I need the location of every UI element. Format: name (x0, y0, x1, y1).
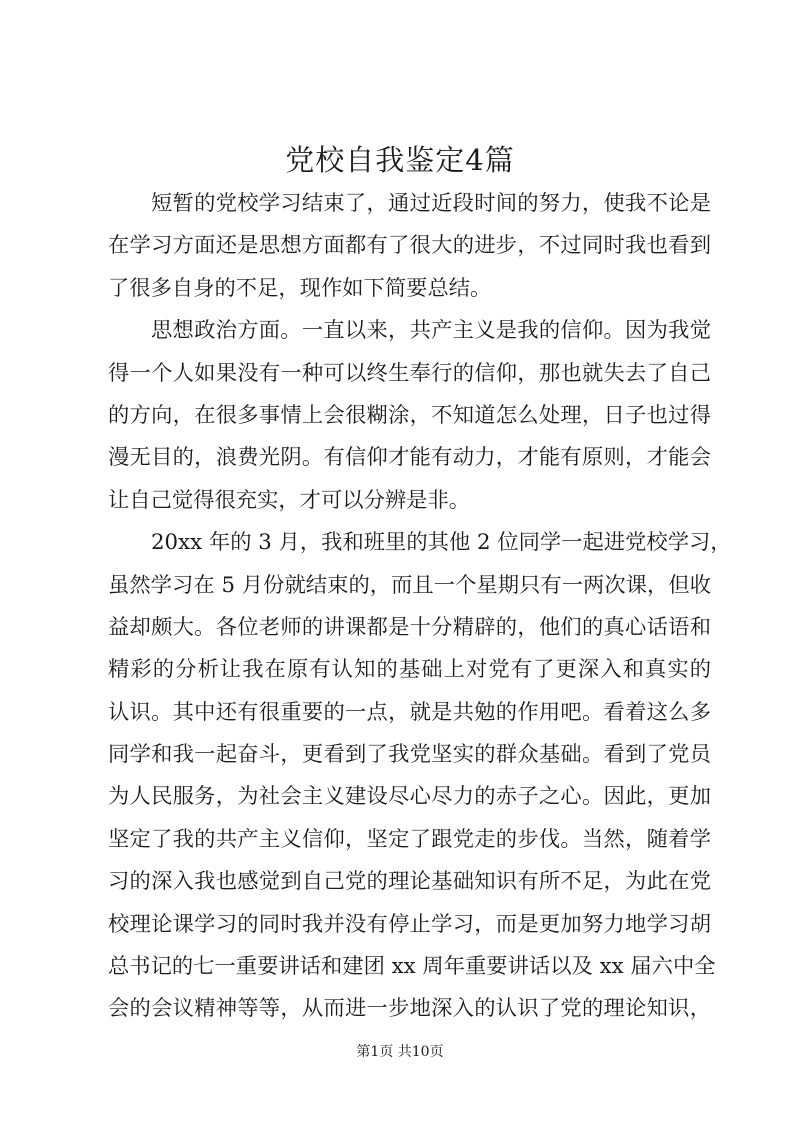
text-line: 让自己觉得很充实，才可以分辨是非。 (108, 487, 471, 513)
text-line: 坚定了我的共产主义信仰，坚定了跟党走的步伐。当然，随着学 (108, 826, 711, 852)
text-line: 精彩的分析让我在原有认知的基础上对党有了更深入和真实的 (108, 657, 711, 683)
paragraph (108, 522, 732, 1031)
page-number-footer: 第1页 共10页 (356, 1044, 444, 1060)
text-line: 认识。其中还有很重要的一点，就是共勉的作用吧。看着这么多 (108, 699, 711, 725)
document-body (108, 183, 732, 1031)
text-line: 虽然学习在 5 月份就结束的，而且一个星期只有一两次课，但收 (108, 572, 711, 598)
text-line: 了很多自身的不足，现作如下简要总结。 (108, 275, 492, 301)
text-line: 校理论课学习的同时我并没有停止学习，而是更加努力地学习胡 (108, 911, 711, 937)
text-line: 得一个人如果没有一种可以终生奉行的信仰，那也就失去了自己 (108, 360, 711, 386)
text-line: 短暂的党校学习结束了，通过近段时间的努力，使我不论是 (151, 191, 711, 216)
text-line: 在学习方面还是思想方面都有了很大的进步，不过同时我也看到 (108, 233, 711, 259)
text-line: 思想政治方面。一直以来，共产主义是我的信仰。因为我觉 (151, 318, 711, 344)
text-line: 20xx 年的 3 月，我和班里的其他 2 位同学一起进党校学习， (151, 530, 732, 556)
text-line: 益却颇大。各位老师的讲课都是十分精辟的，他们的真心话语和 (108, 614, 711, 640)
text-line: 为人民服务，为社会主义建设尽心尽力的赤子之心。因此，更加 (108, 784, 711, 810)
text-line: 习的深入我也感觉到自己党的理论基础知识有所不足，为此在党 (108, 869, 711, 895)
text-line: 同学和我一起奋斗，更看到了我党坚实的群众基础。看到了党员 (108, 742, 711, 768)
text-line: 总书记的七一重要讲话和建团 xx 周年重要讲话以及 xx 届六中全 (108, 954, 716, 980)
document-title: 党校自我鉴定4篇 (285, 143, 515, 177)
text-line: 会的会议精神等等，从而进一步地深入的认识了党的理论知识， (108, 996, 711, 1022)
paragraph (108, 310, 711, 522)
paragraph (108, 183, 711, 310)
text-line: 漫无目的，浪费光阴。有信仰才能有动力，才能有原则，才能会 (108, 445, 711, 471)
text-line: 的方向，在很多事情上会很糊涂，不知道怎么处理，日子也过得 (108, 402, 711, 428)
